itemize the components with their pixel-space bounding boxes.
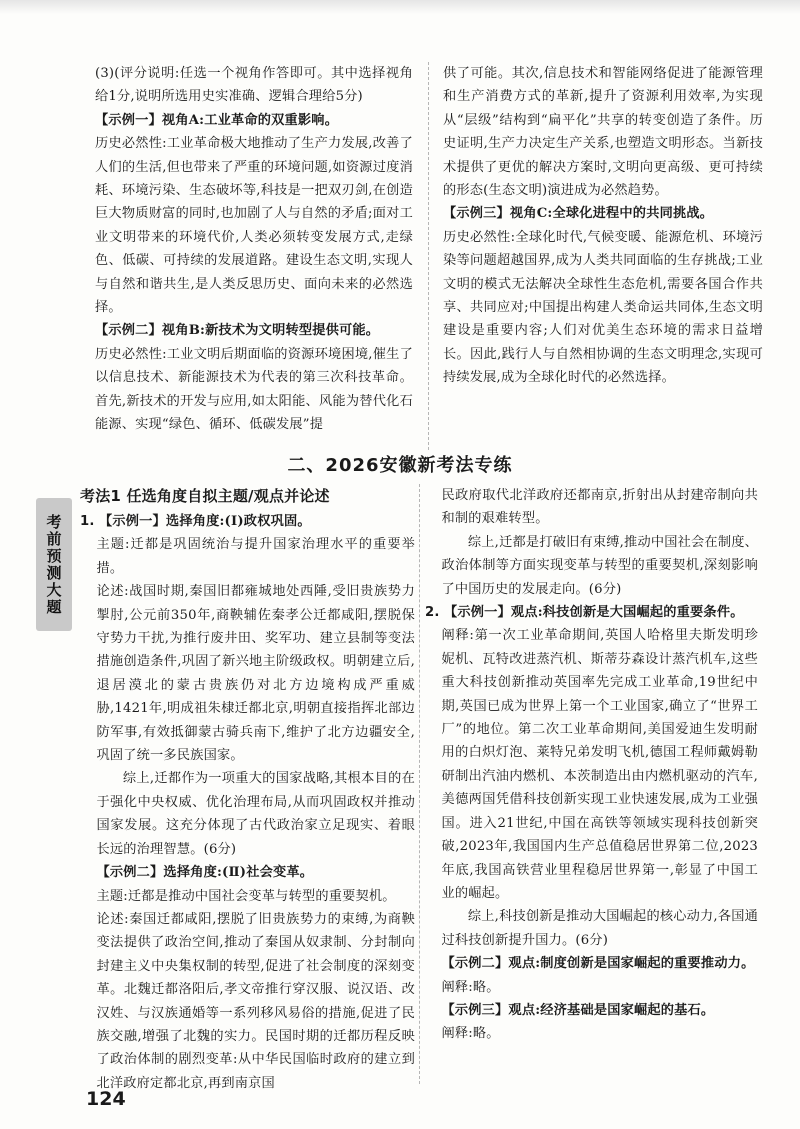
- q1-theme-2: 主题:迁都是推动中国社会变革与转型的重要契机。: [96, 888, 396, 904]
- q1-argument-2-continued: 民政府取代北洋政府还都南京,折射出从封建帝制向共和制的艰难转型。: [441, 488, 758, 527]
- q1-argument-2: 论述:秦国迁都咸阳,摆脱了旧贵族势力的束缚,为商鞅变法提供了政治空间,推动了秦国从奴隶制、分封制向封建主义中央集权制的转型,促进了社会制度的深刻变革。北魏迁都洛阳后,孝文帝推行穿汉服、说汉语、改汉姓、与汉族通婚等一系列移风易俗的措施,促进了民族交融,增强了北魏的实力。民国时期的迁都历程反映了政治体制的剧烈变革:从中华民国临时政府的建立到北洋政府定都北京,再到南京国: [96, 911, 415, 1091]
- question-number: 2.: [425, 605, 440, 621]
- example-1-body: 历史必然性:工业革命极大地推动了生产力发展,改善了人们的生活,但也带来了严重的环境问题,如资源过度消耗、环境污染、生态破坏等,科技是一把双刃剑,在创造巨大物质财富的同时,也加剧了人与自然的矛盾;面对工业文明带来的环境代价,人类必须转变发展方式,走绿色、低碳、可持续的发展道路。建设生态文明,实现人与自然和谐共生,是人类反思历史、面向未来的必然选择。: [95, 136, 413, 316]
- q1-conclusion-1: 综上,迁都作为一项重大的国家战略,其根本目的在于强化中央权威、优化治理布局,从而巩固政权并推动国家发展。这充分体现了古代政治家立足现实、着眼长远的治理智慧。(6分): [96, 771, 415, 857]
- page-number: 124: [86, 1088, 126, 1110]
- scoring-note: (3)(评分说明:任选一个视角作答即可。其中选择视角给1分,说明所选用史实准确、逻辑合理给5分): [95, 66, 413, 105]
- question-1-column: [80, 484, 415, 1095]
- column-divider-bottom: [419, 484, 420, 1084]
- side-tab-label: 考前预测大题: [44, 513, 63, 616]
- q2-explanation-1: 阐释:第一次工业革命期间,英国人哈格里夫斯发明珍妮机、瓦特改进蒸汽机、斯蒂芬森设计蒸汽机车,这些重大科技创新推动英国率先完成工业革命,19世纪中期,英国已成为世界上第一个工业国家,确立了“世界工厂”的地位。第二次工业革命期间,美国爱迪生发明耐用的白炽灯泡、莱特兄弟发明飞机,德国工程师戴姆勒研制出汽油内燃机、本茨制造出由内燃机驱动的汽车,美德两国凭借科技创新实现工业快速发展,成为工业强国。进入21世纪,中国在高铁等领域实现科技创新突破,2023年,我国国内生产总值稳居世界第二位,2023年底,我国高铁营业里程稳居世界第一,彰显了中国工业的崛起。: [441, 628, 758, 901]
- q2-explanation-2: 阐释:略。: [441, 979, 500, 995]
- example-2-body-continued: 供了可能。其次,信息技术和智能网络促进了能源管理和生产消费方式的革新,提升了资源利用效率,为实现从“层级”结构到“扁平化”共享的转变创造了条件。历史证明,生产力决定生产关系,也塑造文明形态。当新技术提供了更优的解决方案时,文明向更高级、更可持续的形态(生态文明)演进成为必然趋势。: [443, 66, 763, 199]
- example-3-body: 历史必然性:全球化时代,气候变暖、能源危机、环境污染等问题超越国界,成为人类共同面临的生存挑战;工业文明的模式无法解决全球性生态危机,需要各国合作共享、共同应对;中国提出构建人类命运共同体,生态文明建设是重要内容;人们对优美生态环境的需求日益增长。因此,践行人与自然相协调的生态文明理念,实现可持续发展,成为全球化时代的必然选择。: [443, 229, 763, 386]
- q2-explanation-3: 阐释:略。: [441, 1026, 500, 1042]
- q2-example-3-heading: 【示例三】观点:经济基础是国家崛起的基石。: [441, 1002, 715, 1018]
- q1-example-2-heading: 【示例二】选择角度:(Ⅱ)社会变革。: [96, 865, 314, 881]
- method-title: 考法1 任选角度自拟主题/观点并论述: [80, 487, 330, 505]
- answer-column-right: [443, 62, 763, 390]
- q2-example-2-heading: 【示例二】观点:制度创新是国家崛起的重要推动力。: [441, 956, 755, 972]
- q1-argument-1: 论述:战国时期,秦国旧都雍城地处西陲,受旧贵族势力掣肘,公元前350年,商鞅辅佐秦孝公迁都咸阳,摆脱保守势力干扰,为推行废井田、奖军功、建立县制等变法措施创造条件,巩固了新兴地主阶级政权。明朝建立后,退居漠北的蒙古贵族仍对北方边境构成严重威胁,1421年,明成祖朱棣迁都北京,明朝直接指挥北部边防军事,有效抵御蒙古骑兵南下,维护了北方边疆安全,巩固了统一多民族国家。: [96, 584, 415, 764]
- q1-example-1-heading: 【示例一】选择角度:(Ⅰ)政权巩固。: [99, 514, 311, 529]
- q2-first-line: [425, 601, 758, 624]
- q2-example-1-heading: 【示例一】观点:科技创新是大国崛起的重要条件。: [444, 605, 744, 621]
- question-number: 1.: [80, 514, 95, 529]
- example-2-heading: 【示例二】视角B:新技术为文明转型提供可能。: [95, 323, 380, 339]
- q1-first-line: [80, 510, 415, 533]
- q2-conclusion-1: 综上,科技创新是推动大国崛起的核心动力,各国通过科技创新提升国力。(6分): [441, 909, 758, 948]
- column-divider-top: [428, 62, 429, 450]
- answer-column-left: [95, 62, 413, 437]
- q1-conclusion-2: 综上,迁都是打破旧有束缚,推动中国社会在制度、政治体制等方面实现变革与转型的重要契机,深刻影响了中国历史的发展走向。(6分): [441, 534, 758, 597]
- example-3-heading: 【示例三】视角C:全球化进程中的共同挑战。: [443, 206, 714, 222]
- example-1-heading: 【示例一】视角A:工业革命的双重影响。: [95, 112, 339, 128]
- question-2-column: [425, 484, 758, 1046]
- example-2-body: 历史必然性:工业文明后期面临的资源环境困境,催生了以信息技术、新能源技术为代表的第三次科技革命。首先,新技术的开发与应用,如太阳能、风能为替代化石能源、实现“绿色、循环、低碳发展”提: [95, 346, 413, 433]
- scan-top-edge: [0, 0, 800, 14]
- q1-theme-1: 主题:迁都是巩固统治与提升国家治理水平的重要举措。: [96, 537, 415, 576]
- section-heading: 二、2026安徽新考法专练: [287, 455, 513, 476]
- side-tab: [36, 498, 72, 631]
